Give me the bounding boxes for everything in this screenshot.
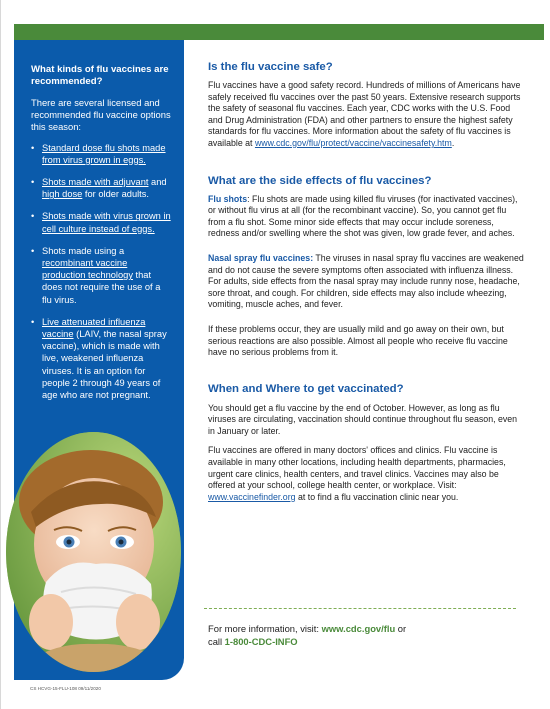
phone-number[interactable]: 1-800-CDC-INFO (224, 636, 298, 647)
flu-shots-text: : Flu shots are made using killed flu viruses (for inactivated vaccines), or without flu virus at all (for the recombinant vaccine). So, you cannot get flu from a flu shot. Some minor side effects that may occur include soreness, redness and/or swelling where the shot was given, low grade fever, and aches. (208, 193, 518, 239)
section-title-when-where: When and Where to get vaccinated? (208, 382, 404, 395)
vaccinefinder-link[interactable]: www.vaccinefinder.org (208, 491, 296, 502)
footer-divider (204, 608, 516, 609)
list-item (31, 142, 171, 166)
more-info-line (208, 622, 518, 635)
where-text: Flu vaccines are offered in many doctors' offices and clinics. Flu vaccine is available in many other locations, including health departments, pharmacies, urgent care clinics, health centers, and travel clinics. Vaccines may also be offered at your school, college health center, or workplace. Visit: (208, 445, 506, 491)
high-dose-link[interactable]: high dose (42, 189, 83, 200)
nasal-spray-text: The viruses in nasal spray flu vaccines are weakened and do not cause the severe symptoms often associated with influenza illness. For adults, side effects from the nasal spray may include runny nose, headache, sore throat, and cough. For children, side effects may also include wheezing, vomiting, muscle aches, and fever. (208, 252, 524, 310)
cell-culture-link[interactable]: Shots made with virus grown in cell culture instead of eggs. (42, 211, 171, 234)
standard-dose-link[interactable]: Standard dose flu shots made from virus grown in eggs. (42, 142, 166, 165)
laiv-link[interactable]: Live attenuated influenza vaccine (42, 316, 146, 340)
document-code: CS HCVG-15-FLU-108 09/11/2020 (30, 686, 101, 691)
more-info-or: or (395, 623, 407, 634)
list-item-text: (LAIV, the nasal spray vaccine), which is made with live, weakened influenza viruses. It is an option for people 2 through 49 years of age who are not pregnant. (42, 329, 167, 401)
more-info-text: For more information, visit: (208, 623, 322, 634)
list-item-text: that does not require the use of a flu virus. (42, 270, 161, 305)
call-text: call (208, 636, 225, 647)
list-item-text: and (148, 177, 167, 188)
where-paragraph (208, 445, 526, 503)
cdc-flu-link[interactable]: www.cdc.gov/flu (321, 623, 396, 634)
section-title-safety: Is the flu vaccine safe? (208, 61, 333, 73)
call-line (208, 635, 518, 648)
flu-shots-paragraph (208, 194, 526, 240)
where-text-tail: at to find a flu vaccination clinic near you. (295, 491, 459, 502)
sidebar-heading: What kinds of flu vaccines are recommended? (31, 64, 169, 87)
more-info-block (208, 622, 518, 648)
vaccine-safety-link[interactable]: www.cdc.gov/flu/protect/vaccine/vaccinesafety.htm (254, 137, 452, 148)
list-item-text: Shots made using a (42, 245, 125, 256)
flu-shots-label: Flu shots (208, 193, 248, 204)
list-item (31, 176, 171, 200)
list-item (31, 210, 171, 234)
nasal-spray-paragraph (208, 253, 526, 311)
adjuvant-link[interactable]: Shots made with adjuvant (42, 177, 149, 188)
list-item (31, 316, 171, 401)
safety-text: Flu vaccines have a good safety record. Hundreds of millions of Americans have safely received flu vaccines over the past 50 years. Extensive research supports the safety of seasonal flu vaccines. Each year, CDC works with the U.S. Food and Drug Administration (FDA) and other partners to ensure the highest safety standards for flu vaccines. More information about the safety of flu vaccines is available at (208, 80, 521, 148)
child-photo (6, 432, 181, 672)
when-paragraph: You should get a flu vaccine by the end of October. However, as long as flu viruses are circulating, vaccination should continue throughout flu season, even in January or later. (208, 402, 518, 436)
sidebar-intro: There are several licensed and recommended flu vaccine options this season: (31, 97, 171, 133)
recombinant-link[interactable]: recombinant vaccine production technology (42, 258, 133, 281)
list-item-text: for older adults. (82, 189, 149, 200)
vaccine-options-list (31, 142, 171, 402)
section-title-side-effects: What are the side effects of flu vaccines? (208, 174, 432, 187)
top-accent-bar (14, 24, 544, 40)
main-content (208, 60, 526, 503)
list-item (31, 245, 171, 306)
safety-text-tail: . (451, 137, 455, 148)
mild-reactions-paragraph: If these problems occur, they are usually mild and go away on their own, but serious reactions are also possible. Almost all people who receive flu vaccine have no serious problems from it. (208, 323, 508, 358)
safety-paragraph (208, 80, 526, 150)
nasal-spray-label: Nasal spray flu vaccines: (208, 252, 314, 263)
child-illustration (6, 432, 181, 672)
